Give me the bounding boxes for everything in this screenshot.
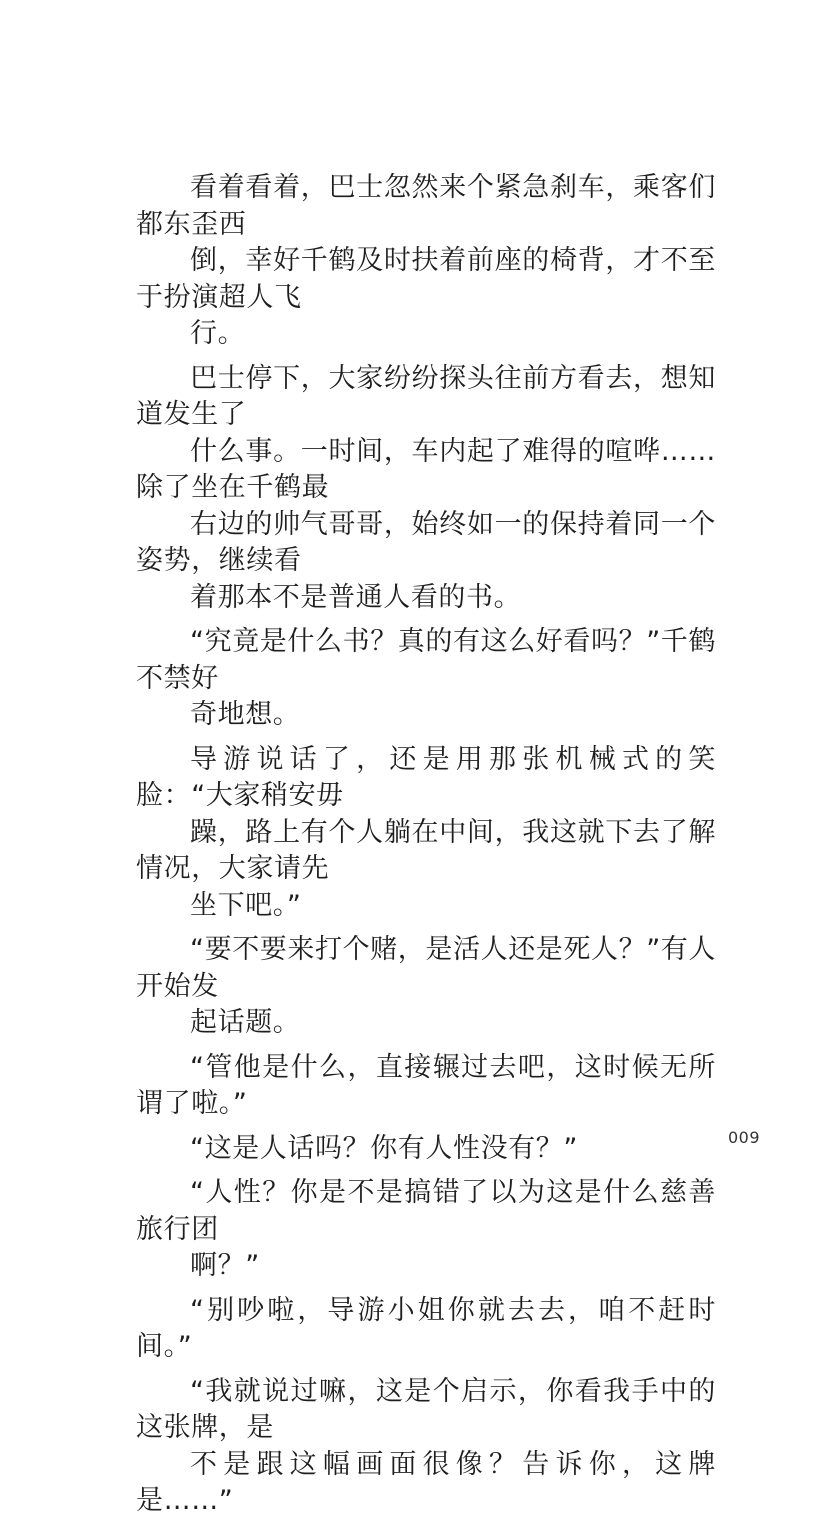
text-line: 看着看着，巴士忽然来个紧急刹车，乘客们都东歪西: [136, 172, 716, 240]
paragraph: [136, 170, 716, 353]
paragraph: [136, 932, 716, 1042]
text-line: 什么事。一时间，车内起了难得的喧哗……除了坐在千鹤最: [136, 435, 716, 503]
text-line: 起话题。: [190, 1007, 301, 1038]
paragraph: [136, 1175, 716, 1285]
text-line: 右边的帅气哥哥，始终如一的保持着同一个姿势，继续看: [136, 508, 716, 576]
body-text: [136, 170, 716, 1528]
text-line: 不是跟这幅画面很像？告诉你，这牌是……”: [136, 1448, 716, 1516]
text-line: 啊？”: [190, 1250, 260, 1281]
paragraph: [136, 1131, 716, 1168]
text-line: “要不要来打个赌，是活人还是死人？”有人开始发: [136, 934, 716, 1002]
text-line: “人性？你是不是搞错了以为这是什么慈善旅行团: [136, 1177, 716, 1245]
text-line: 躁，路上有个人躺在中间，我这就下去了解情况，大家请先: [136, 816, 716, 884]
text-line: 奇地想。: [190, 699, 301, 730]
text-line: 行。: [190, 318, 246, 349]
paragraph: [136, 361, 716, 617]
text-line: “我就说过嘛，这是个启示，你看我手中的这张牌，是: [136, 1375, 716, 1443]
page-number: 009: [728, 1128, 761, 1147]
paragraph: [136, 1293, 716, 1366]
paragraph: [136, 1050, 716, 1123]
text-line: 巴士停下，大家纷纷探头往前方看去，想知道发生了: [136, 362, 716, 430]
text-line: 着那本不是普通人看的书。: [190, 581, 522, 613]
text-line: “究竟是什么书？真的有这么好看吗？”千鹤不禁好: [136, 626, 716, 694]
text-line: 导游说话了，还是用那张机械式的笑脸：“大家稍安毋: [136, 743, 716, 811]
text-line: “别吵啦，导游小姐你就去去，咱不赶时间。”: [136, 1294, 716, 1362]
text-line: “这是人话吗？你有人性没有？”: [190, 1132, 578, 1164]
paragraph: [136, 742, 716, 925]
paragraph: [136, 1374, 716, 1520]
text-line: 倒，幸好千鹤及时扶着前座的椅背，才不至于扮演超人飞: [136, 245, 716, 313]
paragraph: [136, 624, 716, 734]
text-line: 坐下吧。”: [190, 889, 302, 921]
text-line: “管他是什么，直接辗过去吧，这时候无所谓了啦。”: [136, 1051, 716, 1119]
